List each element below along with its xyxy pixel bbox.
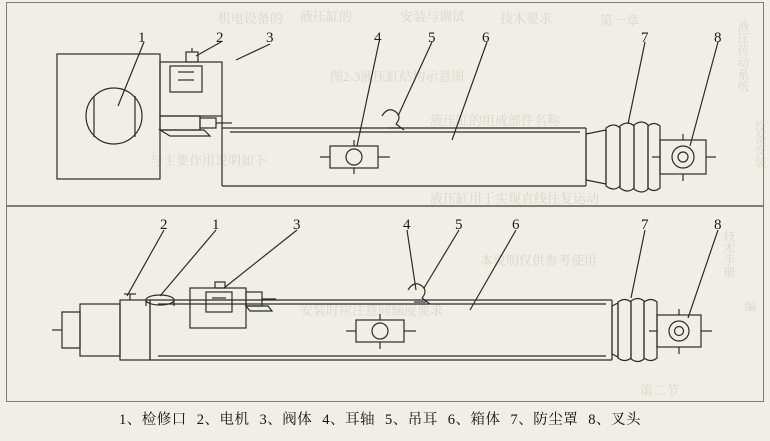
watermark-text-vertical: 液压传动系统 [736, 20, 750, 92]
watermark-text: 第一章 [600, 13, 640, 28]
legend-item: 6、箱体 [447, 412, 501, 428]
watermark-text: 安装与调试 [400, 9, 466, 24]
watermark-text: 液压缸的组成部件名称 [430, 113, 561, 128]
upper-callout-3: 3 [266, 30, 274, 46]
legend-item: 5、吊耳 [385, 412, 438, 428]
legend [0, 408, 770, 429]
lower-callout-2: 2 [160, 217, 168, 233]
watermark-text: 本说明仅供参考使用 [480, 253, 598, 268]
watermark-text: 技术要求 [500, 11, 553, 26]
upper-callout-4: 4 [374, 30, 382, 46]
watermark-text: 安装时应注意同轴度要求 [300, 303, 444, 318]
upper-callout-2: 2 [216, 30, 224, 46]
upper-callout-5: 5 [428, 30, 436, 46]
lower-callout-8: 8 [714, 217, 722, 233]
legend-item: 8、叉头 [588, 412, 641, 428]
watermark-text-vertical: 编 [743, 300, 757, 312]
upper-callout-7: 7 [641, 30, 649, 46]
watermark-text: 图2-3液压缸结构示意图 [330, 69, 465, 84]
watermark-text: 液压缸的 [300, 9, 353, 24]
upper-callout-6: 6 [482, 30, 490, 46]
watermark-text: 第二节 [640, 383, 680, 398]
lower-callout-4: 4 [403, 217, 411, 233]
lower-callout-3: 3 [293, 217, 301, 233]
legend-item: 1、检修口 [119, 412, 187, 428]
upper-callout-1: 1 [138, 30, 146, 46]
upper-callout-8: 8 [714, 30, 722, 46]
lower-callout-1: 1 [212, 217, 220, 233]
legend-item: 3、阀体 [259, 412, 313, 428]
lower-callout-6: 6 [512, 217, 520, 233]
watermark-text-vertical: 技术手册 [722, 230, 736, 278]
watermark-text: 机电设备的 [218, 11, 284, 26]
watermark-text: 液压缸用于实现直线往复运动 [430, 191, 600, 206]
legend-item: 7、防尘罩 [510, 412, 579, 428]
lower-callout-5: 5 [455, 217, 463, 233]
lower-callout-7: 7 [641, 217, 649, 233]
legend-item: 4、耳轴 [322, 412, 375, 428]
legend-item: 2、电机 [196, 412, 250, 428]
watermark-text: 与主要作用说明如下 [150, 153, 268, 168]
watermark-text-vertical: 设备安装 [753, 120, 767, 168]
